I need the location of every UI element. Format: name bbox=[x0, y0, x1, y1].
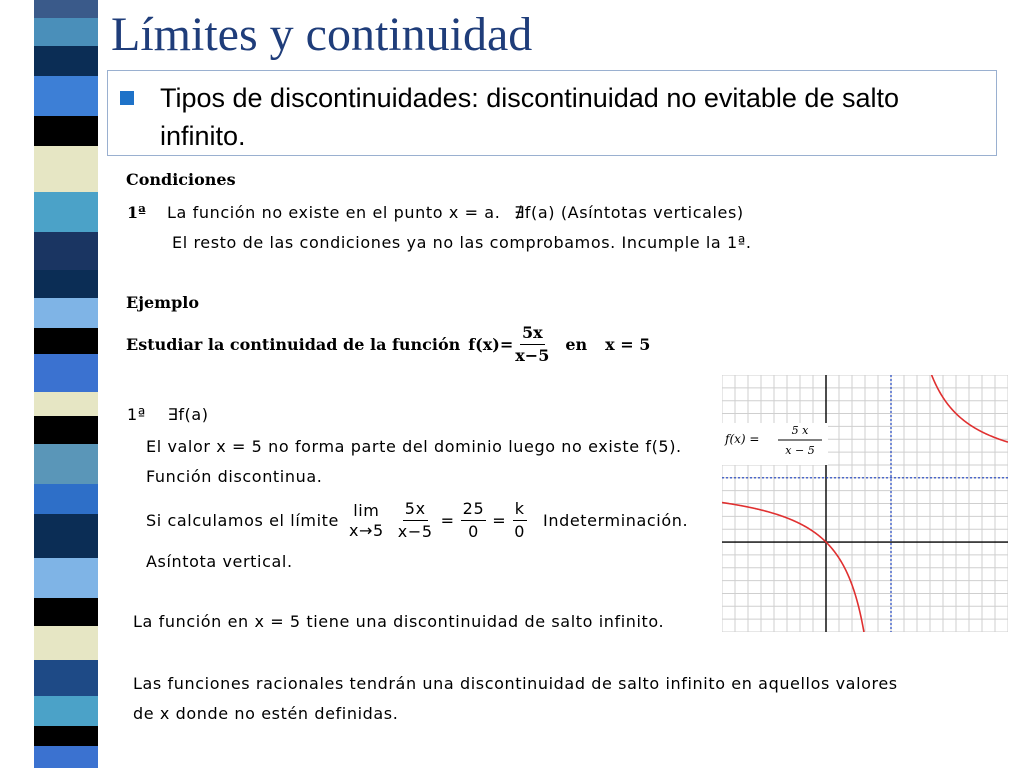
example-fraction bbox=[513, 322, 551, 367]
function-graph bbox=[722, 375, 1008, 632]
limit-prefix: Si calculamos el límite bbox=[146, 511, 339, 530]
limit-den-1: x−5 bbox=[397, 522, 433, 541]
indeterminacy: Indeterminación. bbox=[543, 511, 689, 530]
slide-title: Límites y continuidad bbox=[111, 8, 533, 61]
example-denominator: x−5 bbox=[515, 346, 550, 365]
example-numerator: 5x bbox=[520, 322, 545, 345]
bullet-square-icon bbox=[120, 91, 134, 105]
condition-number: 1ª bbox=[127, 203, 146, 222]
lim-sub: x→5 bbox=[348, 520, 384, 540]
limit-expression bbox=[146, 498, 688, 543]
fa-symbol: f(a) bbox=[524, 203, 556, 222]
conclusion-2-line-2: de x donde no estén definidas. bbox=[133, 704, 399, 723]
step-number: 1ª bbox=[127, 405, 146, 424]
limit-den-3: 0 bbox=[514, 522, 526, 541]
limit-fraction-2 bbox=[461, 498, 487, 543]
exists-symbol: ∃f(a) bbox=[167, 405, 209, 424]
example-fx: f(x)= bbox=[468, 335, 514, 354]
condition-note: (Asíntotas verticales) bbox=[560, 203, 744, 222]
step-heading bbox=[127, 405, 209, 424]
limit-fraction-3 bbox=[512, 498, 527, 543]
condition-statement: La función no existe en el punto x = a. bbox=[167, 203, 501, 222]
bullet-text: Tipos de discontinuidades: discontinuidad no evitable de salto infinito. bbox=[160, 83, 899, 151]
lim-text: lim bbox=[353, 500, 380, 520]
bullet-box bbox=[107, 70, 997, 156]
condition-text bbox=[167, 203, 744, 222]
curve-right-branch bbox=[927, 375, 1008, 442]
example-point: x = 5 bbox=[605, 335, 651, 354]
equals-2: = bbox=[492, 511, 507, 530]
conclusion-2-line-1: Las funciones racionales tendrán una discontinuidad de salto infinito en aquellos valores bbox=[133, 674, 898, 693]
conditions-heading: Condiciones bbox=[126, 170, 236, 189]
example-statement bbox=[126, 322, 650, 367]
graph-grid bbox=[722, 375, 1008, 632]
example-text: Estudiar la continuidad de la función bbox=[126, 335, 461, 354]
conclusion-1: La función en x = 5 tiene una discontinuidad de salto infinito. bbox=[133, 612, 665, 631]
graph-formula-f: f(x) = bbox=[725, 432, 760, 446]
step-line-4: Asíntota vertical. bbox=[146, 552, 293, 571]
example-heading: Ejemplo bbox=[126, 293, 200, 312]
decorative-stripe bbox=[0, 0, 116, 768]
limit-operator bbox=[349, 501, 384, 541]
not-exists-symbol: ∄ bbox=[514, 203, 525, 222]
graph-formula-num: 5 x bbox=[791, 424, 809, 437]
condition-rest: El resto de las condiciones ya no las comprobamos. Incumple la 1ª. bbox=[172, 233, 752, 252]
stripe-edge bbox=[0, 0, 34, 768]
limit-den-2: 0 bbox=[468, 522, 479, 541]
limit-num-3: k bbox=[513, 498, 527, 521]
step-line-2: Función discontinua. bbox=[146, 467, 323, 486]
step-line-1: El valor x = 5 no forma parte del dominio luego no existe f(5). bbox=[146, 437, 682, 456]
graph-formula-den: x − 5 bbox=[785, 444, 815, 457]
limit-num-2: 25 bbox=[461, 498, 487, 521]
example-en: en bbox=[565, 335, 588, 354]
limit-fraction-1 bbox=[396, 498, 435, 543]
equals-1: = bbox=[440, 511, 455, 530]
limit-num-1: 5x bbox=[403, 498, 428, 521]
